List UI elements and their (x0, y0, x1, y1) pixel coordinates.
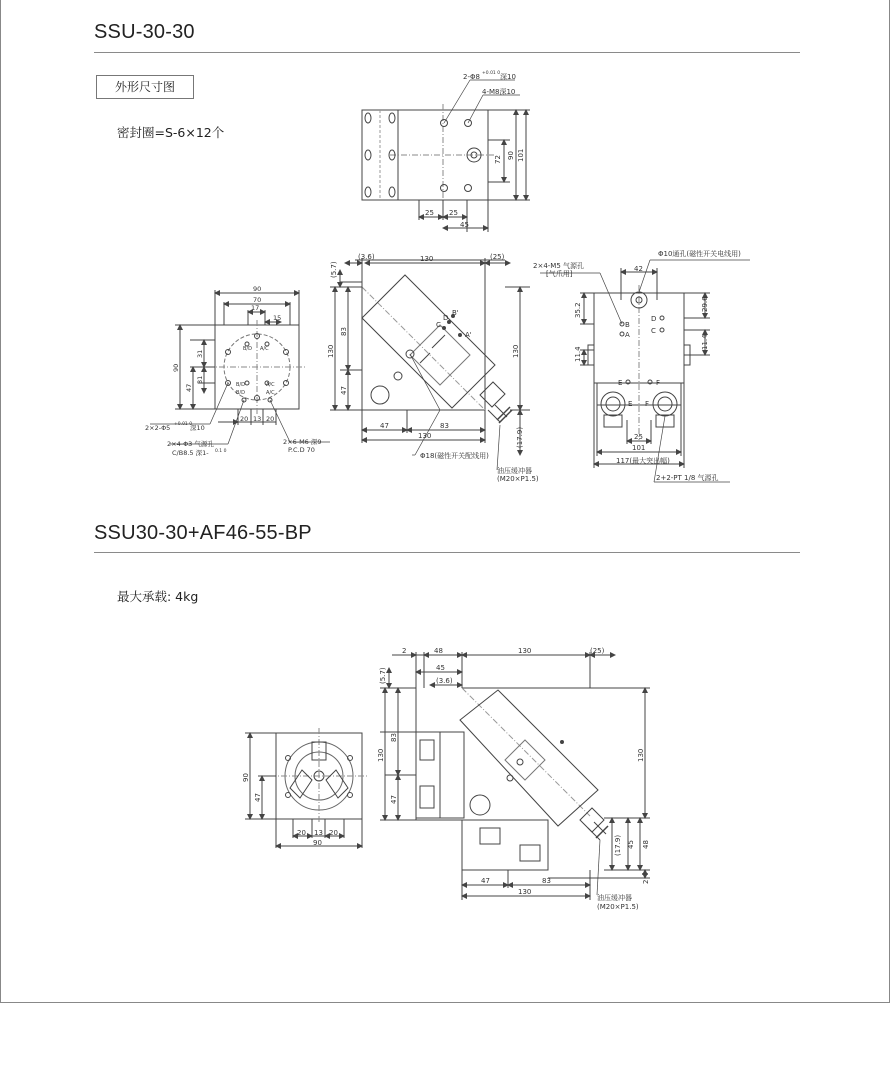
svg-text:C/B8.5 深1-: C/B8.5 深1- (172, 449, 209, 457)
svg-text:B: B (625, 321, 630, 329)
s1-top-view (362, 80, 530, 232)
svg-text:29.6: 29.6 (701, 296, 709, 312)
svg-text:47: 47 (185, 383, 193, 392)
svg-text:2×2-Φ5: 2×2-Φ5 (145, 424, 171, 432)
s1-right-labels (533, 249, 741, 482)
svg-text:A: A (625, 331, 630, 339)
svg-text:83: 83 (542, 877, 551, 885)
svg-text:35.2: 35.2 (574, 302, 582, 318)
svg-text:130: 130 (420, 255, 434, 263)
s2-left-view (245, 728, 368, 848)
svg-text:Φ10通孔(磁性开关电线用): Φ10通孔(磁性开关电线用) (658, 250, 741, 258)
svg-text:25: 25 (449, 209, 458, 217)
svg-text:20: 20 (297, 829, 306, 837)
svg-text:47: 47 (390, 795, 398, 804)
svg-text:45: 45 (436, 664, 445, 672)
svg-text:B/D: B/D (236, 390, 245, 396)
s2-main-labels (377, 647, 650, 911)
svg-text:+0.01 0: +0.01 0 (174, 422, 193, 427)
svg-text:13: 13 (253, 415, 262, 423)
svg-text:101: 101 (517, 148, 525, 162)
s1-top-callout-2: 4-M8深10 (482, 88, 516, 96)
svg-text:130: 130 (637, 748, 645, 762)
svg-text:(5.7): (5.7) (330, 261, 338, 278)
svg-text:(M20×P1.5): (M20×P1.5) (597, 903, 639, 911)
svg-text:47: 47 (254, 793, 262, 802)
svg-text:45: 45 (460, 221, 469, 229)
svg-text:48: 48 (434, 647, 443, 655)
seal-note: 密封圈=S-6×12个 (117, 125, 225, 140)
svg-text:(5.7): (5.7) (379, 667, 387, 684)
svg-text:70: 70 (253, 296, 262, 304)
s1-top-labels (425, 70, 525, 229)
svg-text:B/D: B/D (243, 346, 252, 352)
svg-text:20: 20 (240, 415, 249, 423)
svg-text:(17.9): (17.9) (516, 426, 524, 448)
svg-text:90: 90 (313, 839, 322, 847)
svg-text:(3.6): (3.6) (358, 253, 375, 261)
svg-text:C: C (436, 321, 441, 329)
s2-main-view (380, 652, 650, 900)
s1-left-labels (145, 285, 322, 457)
section1-title: SSU-30-30 (94, 21, 195, 43)
svg-text:(M20×P1.5): (M20×P1.5) (497, 475, 539, 483)
svg-text:B': B' (452, 309, 459, 317)
svg-text:130: 130 (327, 344, 335, 358)
svg-text:83: 83 (440, 422, 449, 430)
svg-text:D: D (443, 314, 449, 322)
svg-text:117(最大突出幅): 117(最大突出幅) (616, 457, 670, 465)
svg-text:2+2-PT 1/8 气源孔: 2+2-PT 1/8 气源孔 (656, 474, 719, 482)
svg-text:83: 83 (390, 733, 398, 742)
svg-text:2×4-M5 气源孔: 2×4-M5 气源孔 (533, 262, 585, 270)
svg-text:101: 101 (632, 444, 646, 452)
s1-top-callout-1-tol: +0.01 0 (482, 71, 501, 76)
svg-text:E: E (628, 400, 633, 408)
svg-text:17: 17 (251, 304, 260, 312)
svg-text:72: 72 (494, 155, 502, 164)
svg-text:Φ18(磁性开关配线用): Φ18(磁性开关配线用) (420, 452, 489, 460)
svg-text:90: 90 (242, 773, 250, 782)
svg-text:130: 130 (518, 647, 532, 655)
svg-text:15: 15 (273, 314, 282, 322)
svg-text:P.C.D 70: P.C.D 70 (288, 446, 315, 454)
svg-text:A/C: A/C (266, 390, 275, 396)
svg-text:130: 130 (377, 748, 385, 762)
svg-text:90: 90 (253, 285, 262, 293)
svg-text:(25): (25) (490, 253, 505, 261)
svg-text:47: 47 (380, 422, 389, 430)
svg-text:83: 83 (340, 327, 348, 336)
svg-text:深10: 深10 (190, 424, 205, 432)
svg-text:F: F (656, 379, 661, 387)
svg-text:A/C: A/C (260, 346, 269, 352)
svg-text:90: 90 (507, 151, 515, 160)
drawing-tag: 外形尺寸图 (96, 75, 194, 99)
svg-text:0.1 0: 0.1 0 (215, 449, 227, 454)
svg-text:11.4: 11.4 (701, 334, 709, 350)
svg-text:A/C: A/C (266, 382, 275, 388)
svg-text:B/D: B/D (236, 382, 245, 388)
svg-text:31: 31 (196, 375, 204, 384)
svg-text:130: 130 (512, 344, 520, 358)
svg-text:11.4: 11.4 (574, 346, 582, 362)
svg-text:D: D (651, 315, 657, 323)
svg-text:A': A' (465, 331, 472, 339)
svg-text:2: 2 (402, 647, 407, 655)
svg-text:47: 47 (481, 877, 490, 885)
svg-text:130: 130 (518, 888, 532, 896)
svg-text:(17.9): (17.9) (614, 834, 622, 856)
s1-top-callout-1-depth: 深10 (500, 73, 516, 81)
svg-text:90: 90 (172, 363, 180, 372)
section2-title: SSU30-30+AF46-55-BP (94, 522, 312, 544)
svg-text:20: 20 (266, 415, 275, 423)
svg-text:E: E (618, 379, 623, 387)
svg-text:2×4-Φ3 气源孔: 2×4-Φ3 气源孔 (167, 440, 214, 448)
svg-text:F: F (645, 400, 650, 408)
svg-text:[气爪用]: [气爪用] (546, 270, 573, 278)
svg-text:25: 25 (425, 209, 434, 217)
svg-text:20: 20 (329, 829, 338, 837)
s1-top-callout-1: 2-Φ8 (463, 73, 480, 81)
svg-text:C: C (651, 327, 656, 335)
svg-text:42: 42 (634, 265, 643, 273)
svg-text:2: 2 (642, 879, 650, 884)
svg-text:油压缓冲器: 油压缓冲器 (497, 467, 532, 475)
svg-text:2×6-M6 深9: 2×6-M6 深9 (283, 438, 322, 446)
svg-text:45: 45 (627, 840, 635, 849)
svg-text:48: 48 (642, 840, 650, 849)
svg-text:47: 47 (340, 386, 348, 395)
svg-text:(25): (25) (590, 647, 605, 655)
svg-text:31: 31 (196, 349, 204, 358)
max-load-note: 最大承载: 4kg (117, 589, 199, 604)
svg-text:(3.6): (3.6) (436, 677, 453, 685)
svg-text:25: 25 (634, 433, 643, 441)
svg-text:油压缓冲器: 油压缓冲器 (597, 894, 632, 902)
svg-text:13: 13 (314, 829, 323, 837)
svg-text:130: 130 (418, 432, 432, 440)
